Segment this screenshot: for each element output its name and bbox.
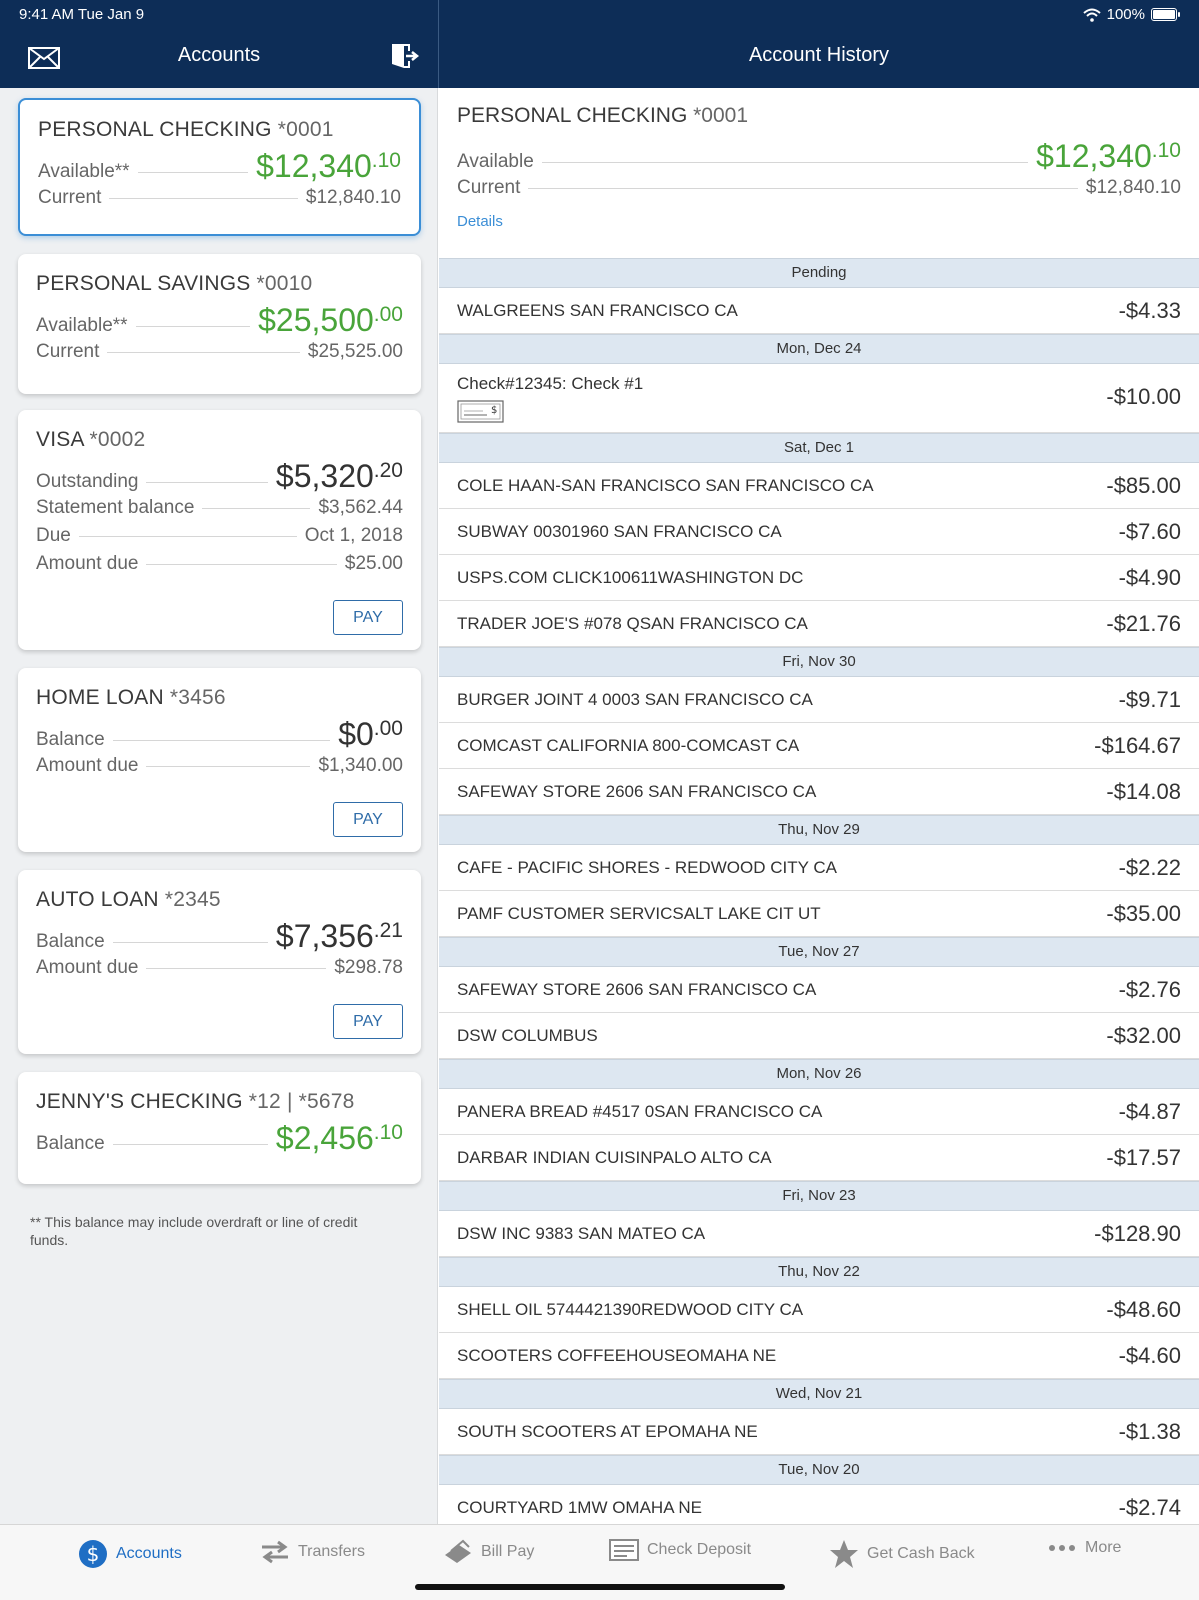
transaction-amount: -$2.74 — [1118, 1494, 1181, 1520]
transaction-description: PAMF CUSTOMER SERVICSALT LAKE CIT UT — [457, 903, 821, 923]
transaction-row[interactable] — [439, 1485, 1199, 1524]
tab-accounts[interactable] — [78, 1539, 182, 1569]
battery-icon — [1151, 8, 1177, 21]
accounts-title: Accounts — [177, 44, 261, 66]
transaction-amount: -$35.00 — [1106, 900, 1181, 926]
transaction-amount: -$4.90 — [1118, 564, 1181, 590]
transaction-description-wrap — [457, 1346, 776, 1366]
transaction-amount: -$2.76 — [1118, 976, 1181, 1002]
balance-value: Oct 1, 2018 — [304, 525, 403, 546]
balance-row — [38, 148, 401, 185]
transaction-description: SCOOTERS COFFEEHOUSEOMAHA NE — [457, 1345, 777, 1365]
amount-cents: .10 — [371, 149, 401, 172]
transaction-amount: -$14.08 — [1106, 778, 1181, 804]
accounts-panel — [0, 88, 438, 1524]
amount-cents: .21 — [373, 919, 403, 942]
transaction-description: CAFE - PACIFIC SHORES - REDWOOD CITY CA — [457, 857, 838, 877]
account-card[interactable] — [18, 870, 421, 1054]
transaction-description: SUBWAY 00301960 SAN FRANCISCO CA — [457, 521, 782, 541]
dollar-circle-icon — [78, 1539, 108, 1569]
balance-label: Statement balance — [36, 497, 195, 518]
account-title-text: HOME LOAN — [36, 686, 164, 709]
bill-pay-icon — [443, 1539, 473, 1565]
balance-label: Balance — [36, 1133, 105, 1154]
account-history-title: Account History — [748, 44, 890, 66]
transaction-description-wrap — [457, 782, 816, 802]
date-section-header: Tue, Nov 27 — [439, 937, 1199, 967]
balance-label: Amount due — [36, 755, 139, 776]
date-section-header: Mon, Dec 24 — [439, 334, 1199, 364]
home-indicator — [415, 1584, 785, 1590]
balance-amount — [256, 148, 401, 185]
transaction-amount: -$48.60 — [1106, 1296, 1181, 1322]
balance-amount — [276, 1120, 403, 1157]
tab-label: More — [1085, 1539, 1122, 1556]
transaction-description-wrap — [457, 568, 803, 588]
transaction-description-wrap — [457, 374, 643, 423]
transaction-history — [439, 258, 1199, 1524]
balance-row — [36, 1120, 403, 1157]
transaction-description-wrap — [457, 904, 821, 924]
tab-label: Transfers — [298, 1543, 365, 1560]
date-section-header: Fri, Nov 30 — [439, 647, 1199, 677]
transaction-row[interactable] — [439, 891, 1199, 937]
balance-row — [36, 302, 403, 339]
account-card[interactable] — [18, 254, 421, 394]
date-section-header: Wed, Nov 21 — [439, 1379, 1199, 1409]
logout-icon[interactable] — [390, 42, 420, 70]
transaction-row[interactable] — [439, 601, 1199, 647]
transaction-description: DARBAR INDIAN CUISINPALO ALTO CA — [457, 1147, 772, 1167]
transaction-amount: -$85.00 — [1106, 472, 1181, 498]
amount-cents: .00 — [373, 303, 403, 326]
transaction-row[interactable] — [439, 1013, 1199, 1059]
transaction-description-wrap — [457, 476, 874, 496]
balance-value: $25,525.00 — [307, 341, 403, 362]
amount-dollars: $25,500 — [258, 302, 374, 338]
summary-available-amount: $\$12,340^{.10}$ — [1036, 138, 1181, 174]
amount-dollars: $0 — [338, 716, 374, 752]
transaction-row[interactable] — [439, 1089, 1199, 1135]
transaction-description: DSW COLUMBUS — [457, 1025, 598, 1045]
date-section-header: Fri, Nov 23 — [439, 1181, 1199, 1211]
transaction-row[interactable] — [439, 1287, 1199, 1333]
tab-transfers[interactable] — [260, 1539, 365, 1565]
transaction-description-wrap — [457, 1148, 772, 1168]
amount-cents: .10 — [373, 1121, 403, 1144]
tab-label: Get Cash Back — [867, 1545, 975, 1562]
transaction-description-wrap — [457, 690, 813, 710]
balance-row — [36, 458, 403, 495]
balance-value: $12,840.10 — [305, 187, 401, 208]
transaction-row[interactable] — [439, 1333, 1199, 1379]
transaction-amount: -$164.67 — [1094, 732, 1181, 758]
date-section-header: Sat, Dec 1 — [439, 433, 1199, 463]
transaction-description: SAFEWAY STORE 2606 SAN FRANCISCO CA — [457, 781, 817, 801]
account-card[interactable] — [18, 98, 421, 236]
transaction-amount: -$32.00 — [1106, 1022, 1181, 1048]
account-title-text: VISA — [36, 428, 84, 451]
summary-available-row: Available $\$12,340^{.10}$ — [457, 138, 1181, 174]
battery-percent: 100% — [1106, 6, 1145, 23]
transaction-description: COURTYARD 1MW OMAHA NE — [457, 1497, 702, 1517]
more-dots-icon — [1047, 1543, 1077, 1553]
balance-amount — [276, 458, 403, 495]
account-name — [36, 428, 403, 452]
balance-amount — [338, 716, 403, 753]
transaction-amount: -$4.87 — [1118, 1098, 1181, 1124]
transaction-row[interactable] — [439, 463, 1199, 509]
account-title-text: AUTO LOAN — [36, 888, 159, 911]
balance-amount — [276, 918, 403, 955]
transaction-row[interactable] — [439, 723, 1199, 769]
transaction-description-wrap — [457, 614, 808, 634]
tab-get-cash-back[interactable] — [829, 1539, 975, 1569]
transaction-row[interactable] — [439, 845, 1199, 891]
transaction-description: SOUTH SCOOTERS AT EPOMAHA NE — [457, 1421, 758, 1441]
transaction-amount: -$2.22 — [1118, 854, 1181, 880]
amount-dollars: $2,456 — [275, 1120, 374, 1156]
transaction-row[interactable] — [439, 677, 1199, 723]
transaction-amount: -$128.90 — [1094, 1220, 1181, 1246]
balance-label: Available** — [38, 161, 130, 182]
balance-label: Balance — [36, 729, 105, 750]
svg-text:$: $ — [86, 1542, 100, 1566]
balance-value: $3,562.44 — [318, 497, 403, 518]
check-image-icon[interactable] — [457, 400, 504, 423]
tab-check-deposit[interactable] — [609, 1539, 751, 1561]
balance-row — [36, 497, 403, 519]
transaction-description-wrap — [457, 980, 816, 1000]
transaction-amount: -$4.33 — [1118, 297, 1181, 323]
transaction-description: SAFEWAY STORE 2606 SAN FRANCISCO CA — [457, 979, 817, 999]
balance-row — [36, 553, 403, 575]
transaction-row[interactable] — [439, 555, 1199, 601]
transaction-description-wrap — [457, 301, 738, 321]
transaction-amount: -$10.00 — [1106, 384, 1181, 409]
balance-row — [36, 716, 403, 753]
balance-value: $1,340.00 — [318, 755, 403, 776]
amount-dollars: $7,356 — [275, 918, 374, 954]
account-name — [36, 1090, 403, 1114]
account-number: *0002 — [83, 428, 146, 451]
account-number: *0001 — [271, 118, 334, 141]
transaction-description: USPS.COM CLICK100611WASHINGTON DC — [457, 567, 804, 587]
transaction-row[interactable] — [439, 288, 1199, 334]
date-section-header: Mon, Nov 26 — [439, 1059, 1199, 1089]
transaction-description-wrap — [457, 858, 837, 878]
transaction-description: PANERA BREAD #4517 0SAN FRANCISCO CA — [457, 1101, 823, 1121]
account-number: *2345 — [158, 888, 221, 911]
wifi-icon — [1083, 8, 1101, 22]
account-name — [36, 272, 403, 296]
balance-label: Current — [38, 187, 102, 208]
account-title-text: PERSONAL SAVINGS — [36, 272, 251, 295]
account-name — [36, 686, 403, 710]
balance-label: Outstanding — [36, 471, 139, 492]
account-name — [38, 118, 401, 142]
header-bar — [0, 0, 1199, 88]
status-indicators — [1083, 6, 1177, 23]
transaction-row[interactable] — [439, 1211, 1199, 1257]
transaction-description-wrap — [457, 522, 782, 542]
transaction-description: TRADER JOE'S #078 QSAN FRANCISCO CA — [457, 613, 808, 633]
transaction-description: COMCAST CALIFORNIA 800-COMCAST CA — [457, 735, 800, 755]
balance-amount — [258, 302, 403, 339]
transaction-description: Check#12345: Check #1 — [457, 374, 644, 393]
transaction-description: SHELL OIL 5744421390REDWOOD CITY CA — [457, 1299, 804, 1319]
transaction-description-wrap — [457, 736, 799, 756]
summary-account-name: PERSONAL CHECKING *0001 — [457, 104, 749, 127]
check-deposit-icon — [609, 1539, 639, 1561]
balance-label: Due — [36, 525, 71, 546]
amount-cents: .00 — [373, 717, 403, 740]
balance-footnote: ** This balance may include overdraft or line of credit funds. — [30, 1214, 358, 1248]
account-title-text: JENNY'S CHECKING — [36, 1090, 243, 1113]
account-number: *3456 — [163, 686, 226, 709]
balance-row — [36, 957, 403, 979]
transaction-row[interactable] — [439, 1409, 1199, 1455]
balance-row — [38, 187, 401, 209]
transaction-row[interactable] — [439, 364, 1199, 433]
account-title-text: PERSONAL CHECKING — [38, 118, 272, 141]
pay-button[interactable]: PAY — [333, 802, 403, 837]
transaction-amount: -$1.38 — [1118, 1418, 1181, 1444]
tab-bill-pay[interactable] — [443, 1539, 534, 1565]
transaction-description-wrap — [457, 1498, 702, 1518]
svg-text:$: $ — [491, 405, 498, 416]
transaction-amount: -$7.60 — [1118, 518, 1181, 544]
transaction-amount: -$21.76 — [1106, 610, 1181, 636]
balance-label: Current — [36, 341, 100, 362]
transaction-amount: -$4.60 — [1118, 1342, 1181, 1368]
balance-label: Amount due — [36, 553, 139, 574]
date-section-header: Thu, Nov 22 — [439, 1257, 1199, 1287]
balance-row — [36, 755, 403, 777]
transaction-description: COLE HAAN-SAN FRANCISCO SAN FRANCISCO CA — [457, 475, 874, 495]
pay-button[interactable]: PAY — [333, 600, 403, 635]
transaction-row[interactable] — [439, 769, 1199, 815]
transaction-amount: -$17.57 — [1106, 1144, 1181, 1170]
summary-current-row: Current $12,840.10 — [457, 177, 1181, 198]
account-number: *12 | *5678 — [242, 1090, 355, 1113]
tab-more[interactable] — [1047, 1539, 1121, 1557]
transaction-description-wrap — [457, 1224, 705, 1244]
account-name — [36, 888, 403, 912]
transaction-description-wrap — [457, 1102, 822, 1122]
amount-cents: .20 — [373, 459, 403, 482]
amount-dollars: $5,320 — [275, 458, 374, 494]
transaction-row[interactable] — [439, 1135, 1199, 1181]
account-history-panel — [439, 88, 1199, 1524]
transaction-row[interactable] — [439, 509, 1199, 555]
details-link[interactable]: Details — [457, 213, 503, 230]
summary-current-amount: $12,840.10 — [1085, 177, 1181, 198]
balance-row — [36, 918, 403, 955]
status-time: 9:41 AM Tue Jan 9 — [19, 6, 145, 23]
tab-label: Bill Pay — [481, 1543, 535, 1560]
account-number: *0010 — [250, 272, 313, 295]
account-card[interactable] — [18, 410, 421, 650]
transaction-row[interactable] — [439, 967, 1199, 1013]
account-card[interactable] — [18, 1072, 421, 1184]
account-card[interactable] — [18, 668, 421, 852]
balance-value: $25.00 — [344, 553, 403, 574]
date-section-header: Tue, Nov 20 — [439, 1455, 1199, 1485]
star-icon — [829, 1539, 859, 1569]
tab-label: Check Deposit — [647, 1541, 752, 1558]
tab-label: Accounts — [116, 1545, 182, 1562]
transfer-arrows-icon — [260, 1539, 290, 1565]
pay-button[interactable]: PAY — [333, 1004, 403, 1039]
transaction-description-wrap — [457, 1026, 598, 1046]
date-section-header: Thu, Nov 29 — [439, 815, 1199, 845]
amount-dollars: $12,340 — [256, 148, 372, 184]
account-summary — [457, 104, 1181, 231]
transaction-description-wrap — [457, 1422, 758, 1442]
transaction-amount: -$9.71 — [1118, 686, 1181, 712]
transaction-description: BURGER JOINT 4 0003 SAN FRANCISCO CA — [457, 689, 813, 709]
transaction-description-wrap — [457, 1300, 803, 1320]
transaction-description: WALGREENS SAN FRANCISCO CA — [457, 300, 738, 320]
transaction-description: DSW INC 9383 SAN MATEO CA — [457, 1223, 706, 1243]
balance-row — [36, 341, 403, 363]
balance-label: Available** — [36, 315, 128, 336]
date-section-header: Pending — [439, 258, 1199, 288]
balance-label: Amount due — [36, 957, 139, 978]
balance-label: Balance — [36, 931, 105, 952]
balance-value: $298.78 — [334, 957, 403, 978]
balance-row — [36, 525, 403, 547]
